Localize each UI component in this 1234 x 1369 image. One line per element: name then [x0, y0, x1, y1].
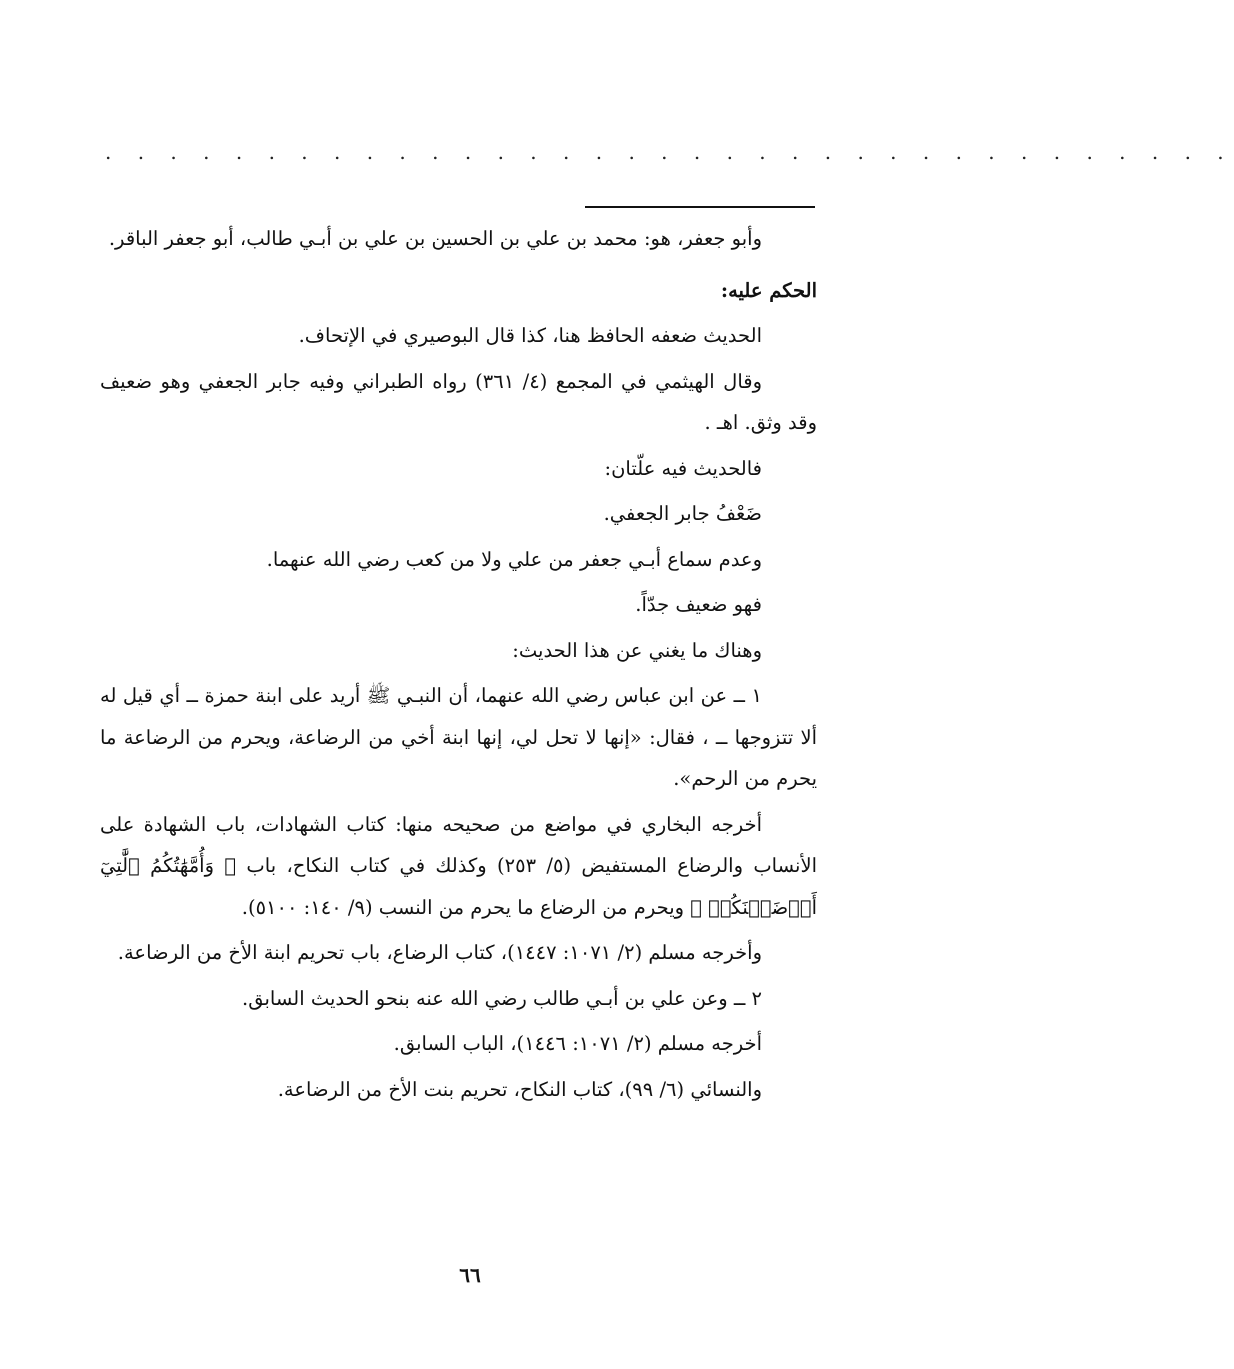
paragraph-bukhari: أخرجه البخاري في مواضع من صحيحه منها: كتاب الشهادات، باب الشهادة على الأنساب والرضاع المستفيض (٥/ ٢٥٣) وكذلك في كتاب النكاح، باب ﴿ وَأُمَّهَٰتُكُمُ ٱلَّٰتِيٓ أَرۡضَعۡنَكُمۡ ﴾ ويحرم من الرضاع ما يحرم من النسب (٩/ ١٤٠: ٥١٠٠).: [100, 812, 817, 919]
paragraph-hafiz-weakened: الحديث ضعفه الحافظ هنا، كذا قال البوصيري في الإتحاف.: [298, 324, 762, 347]
section-heading-ruling: الحكم عليه:: [720, 278, 817, 302]
paragraph-alternative: وهناك ما يغني عن هذا الحديث:: [512, 638, 762, 662]
page-body: [100, 218, 817, 1114]
paragraph-muslim-two: أخرجه مسلم (٢/ ١٠٧١: ١٤٤٦)، الباب السابق.: [393, 1032, 762, 1055]
footnote-rule: [585, 206, 815, 208]
paragraph-haythami: وقال الهيثمي في المجمع (٤/ ٣٦١) رواه الطبراني وفيه جابر الجعفي وهو ضعيف وقد وثق. اهـ .: [100, 369, 817, 434]
paragraph-nasai: والنسائي (٦/ ٩٩)، كتاب النكاح، تحريم بنت الأخ من الرضاعة.: [277, 1077, 762, 1101]
page-number: ٦٦: [459, 1263, 481, 1287]
dotted-separator: . . . . . . . . . . . . . . . . . . . . . . . . . . . . . . . . . . .: [105, 140, 1234, 164]
paragraph-very-weak: فهو ضعيف جدّاً.: [635, 593, 762, 616]
paragraph-hadith-one: ١ ــ عن ابن عباس رضي الله عنهما، أن النبـي ﷺ أريد على ابنة حمزة ــ أي قيل له ألا تتزوجها ــ ، فقال: «إنها لا تحل لي، إنها ابنة أخي من الرضاعة، ويحرم من الرضاعة ما يحرم من الرحم».: [100, 684, 817, 790]
paragraph-defect-one: ضَعْفُ جابر الجعفي.: [603, 502, 762, 525]
paragraph-defect-two: وعدم سماع أبـي جعفر من علي ولا من كعب رضي الله عنهما.: [266, 547, 762, 571]
paragraph-abu-jafar: وأبو جعفر، هو: محمد بن علي بن الحسين بن علي بن أبـي طالب، أبو جعفر الباقر.: [108, 227, 762, 250]
paragraph-muslim: وأخرجه مسلم (٢/ ١٠٧١: ١٤٤٧)، كتاب الرضاع، باب تحريم ابنة الأخ من الرضاعة.: [117, 941, 762, 964]
paragraph-two-defects: فالحديث فيه علّتان:: [604, 456, 762, 480]
paragraph-hadith-two: ٢ ــ وعن علي بن أبـي طالب رضي الله عنه بنحو الحديث السابق.: [242, 986, 762, 1010]
